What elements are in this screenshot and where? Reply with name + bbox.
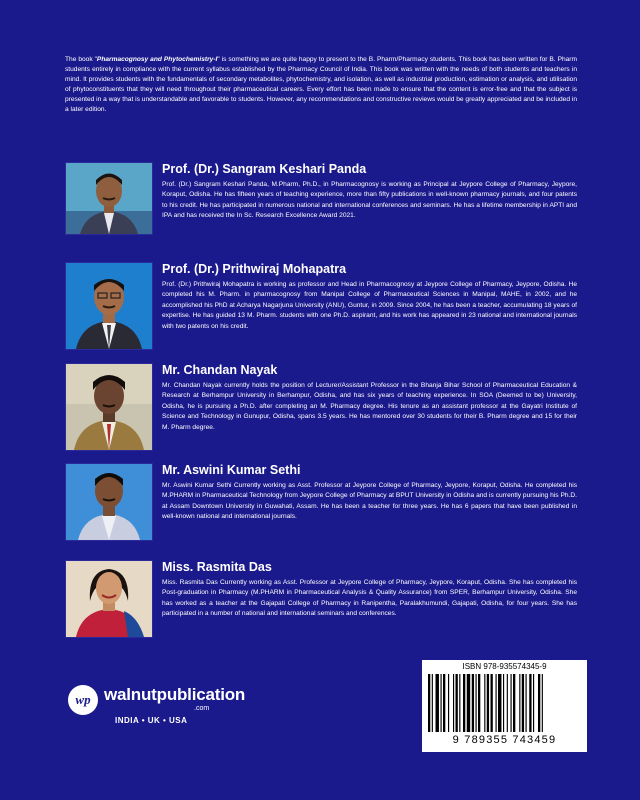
author-name: Prof. (Dr.) Prithwiraj Mohapatra — [162, 262, 347, 276]
author-bio: Mr. Chandan Nayak currently holds the position of Lecturer/Assistant Professor in the Bhanja Bihar School of Pharmaceutical Education & Research at Berhampur University in Berhampur, Odisha, and has six years of teaching experience. In SOA (Deemed to be) University, Odisha, he is pursuing a Ph.D. after completing an M. Pharmacy degree. His tenure as an assistant professor at the Gayatri Institute of Science and Technology in Gunupur, Odisha, spans 3.5 years. He has mentored over 30 students for their B. Pharm degree and 15 for their M. Pharm degree. — [162, 382, 577, 431]
barcode-bars — [428, 674, 581, 734]
publisher-name: walnutpublication — [104, 685, 246, 704]
author-name: Miss. Rasmita Das — [162, 560, 272, 574]
author-photo — [65, 363, 153, 451]
author-bio: Prof. (Dr.) Sangram Keshari Panda, M.Pharm, Ph.D., in Pharmacognosy is working as Principal at Jeypore College of Pharmacy, Jeypore, Koraput, Odisha. He has fifteen years of teaching experience, more than fifty publications in well-known pharmacy journals, and four patents to his credit. He has participated in numerous national and international conferences and seminars. He has a lifetime membership in APTI and IPA and has received the In Sc. Research Excellence Award 2021. — [162, 181, 577, 220]
isbn-label: ISBN 978-935574345-9 — [462, 662, 547, 671]
book-title: Pharmacognosy and Phytochemistry-I — [96, 56, 218, 63]
author-bio: Prof. (Dr.) Prithwiraj Mohapatra is working as professor and Head in Pharmacognosy at Jeypore College of Pharmacy, Jeypore, Odisha. He completed his M. Pharm. in pharmacognosy from Manipal College of Pharmaceutical Sciences in Manipal, MAHE, in 2002, and he accomplished his PhD at Acharya Nagarjuna University (ANU), Guntur, in 2009. Since 2004, he has been a teacher, accumulating 18 years of expertise. He has guided 13 M. Pharm. students with one Ph.D. aspirant, and his work has appeared in 23 national and international journals with two patents on his credit. — [162, 281, 577, 330]
intro-text-rest: " is something we are quite happy to present to the B. Pharm/Pharmacy students. This book has been written for B. Pharm students entirely in compliance with the current syllabus established by the Pharmacy Council of India. This book was written with the needs of both students and teachers in mind. It provides students with the fundamentals of secondary metabolites, phytochemistry, and isolation, as well as industrial production, estimation or analysis, and utilisation of phytoconstituents that they will need throughout their pharmaceutical careers. Every effort has been made to ensure that the content is error-free and that the subject is presented in a way that is understandable and favorable to students. However, any recommendations and constructive reviews would be greatly appreciated and be included in a later edition. — [65, 56, 577, 114]
author-photo — [65, 262, 153, 350]
author-bio: Miss. Rasmita Das Currently working as Asst. Professor at Jeypore College of Pharmacy, Jeypore, Koraput, Odisha. She has completed his Post-graduation in Pharmacy (M.PHARM in Pharmaceutical Analysis & Quality Assurance) from SPER, Berhampur University, Odisha. She has worked as a teacher at the Gajapati College of Pharmacy in Ranipentha, Paralakhumundi, Gajapati, Odisha, for four years. She has participated in a number of national and international seminars and conferences. — [162, 579, 577, 618]
intro-text-start: The book " — [65, 56, 97, 63]
publisher-regions: INDIA • UK • USA — [115, 716, 188, 725]
intro-paragraph — [65, 55, 577, 116]
walnut-logo-icon: wp — [68, 685, 98, 715]
publisher-domain: .com — [194, 705, 210, 712]
isbn-barcode — [422, 660, 587, 752]
author-name: Mr. Chandan Nayak — [162, 363, 278, 377]
author-bio: Mr. Aswini Kumar Sethi Currently working as Asst. Professor at Jeypore College of Pharmacy, Jeypore, Koraput, Odisha. He completed his M.PHARM in Pharmaceutical Technology from Jeypore College of Pharmacy at BPUT University in Odisha and is currently pursuing his Ph.D. at Assam Downtown University in Guwahati, Assam. He has been a teacher for three years. He has 6 papers that have been published in well-known national and international journals. — [162, 482, 577, 521]
author-photo — [65, 463, 153, 541]
isbn-digits: 9 789355 743459 — [452, 734, 557, 746]
author-name: Mr. Aswini Kumar Sethi — [162, 463, 301, 477]
author-name: Prof. (Dr.) Sangram Keshari Panda — [162, 162, 367, 176]
author-photo — [65, 560, 153, 638]
author-photo — [65, 162, 153, 235]
